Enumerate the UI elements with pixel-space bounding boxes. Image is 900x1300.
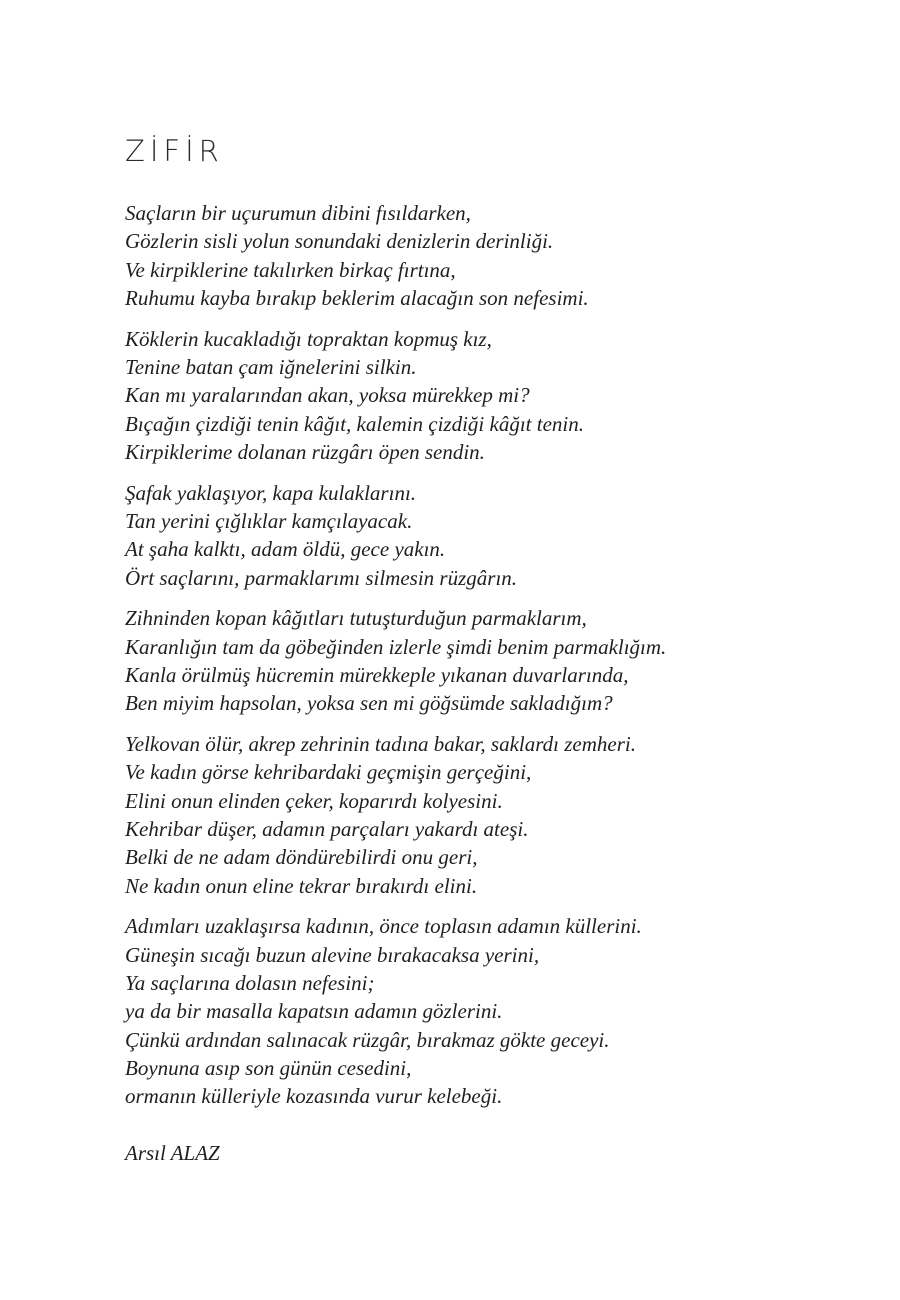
poem-line: Ve kadın görse kehribardaki geçmişin gerçeğini, — [125, 760, 532, 785]
poem-line: Kanla örülmüş hücremin mürekkeple yıkanan duvarlarında, — [125, 662, 629, 687]
poem-line: Boynuna asıp son günün cesedini, — [125, 1055, 412, 1080]
poem-line: ormanın külleriyle kozasında vurur kelebeği. — [125, 1084, 503, 1109]
poem-line: Belki de ne adam döndürebilirdi onu geri, — [125, 845, 478, 870]
poem-line: Yelkovan ölür, akrep zehrinin tadına bakar, saklardı zemheri. — [125, 732, 636, 757]
poem-line: Zihninden kopan kâğıtları tutuşturduğun parmaklarım, — [125, 606, 587, 631]
poem-line: At şaha kalktı, adam öldü, gece yakın. — [125, 537, 446, 562]
poem-body — [125, 199, 865, 1123]
stanza — [125, 604, 865, 717]
poem-line: Tan yerini çığlıklar kamçılayacak. — [125, 508, 413, 533]
poem-line: Tenine batan çam iğnelerini silkin. — [125, 354, 417, 379]
poem-line: Ve kirpiklerine takılırken birkaç fırtına, — [125, 257, 456, 282]
author-signature: Arsıl ALAZ — [125, 1141, 220, 1165]
poem-line: Kehribar düşer, adamın parçaları yakardı ateşi. — [125, 816, 529, 841]
poem-line: Bıçağın çizdiği tenin kâğıt, kalemin çizdiği kâğıt tenin. — [125, 411, 584, 436]
stanza — [125, 730, 865, 900]
poem-title: ZİFİR — [125, 134, 224, 168]
poem-line: Kan mı yaralarından akan, yoksa mürekkep mi? — [125, 383, 530, 408]
poem-line: Köklerin kucakladığı topraktan kopmuş kız, — [125, 326, 492, 351]
stanza — [125, 325, 865, 466]
poem-line: Ört saçlarını, parmaklarımı silmesin rüzgârın. — [125, 565, 518, 590]
poem-line: Adımları uzaklaşırsa kadının, önce toplasın adamın küllerini. — [125, 914, 642, 939]
poem-line: Şafak yaklaşıyor, kapa kulaklarını. — [125, 480, 417, 505]
poem-line: Ya saçlarına dolasın nefesini; — [125, 970, 375, 995]
stanza — [125, 912, 865, 1110]
poem-line: Elini onun elinden çeker, koparırdı kolyesini. — [125, 788, 503, 813]
poem-line: Ben miyim hapsolan, yoksa sen mi göğsümde sakladığım? — [125, 691, 613, 716]
poem-line: Saçların bir uçurumun dibini fısıldarken, — [125, 201, 471, 225]
poem-line: Gözlerin sisli yolun sonundaki denizlerin derinliği. — [125, 229, 554, 254]
poem-line: Ruhumu kayba bırakıp beklerim alacağın son nefesimi. — [125, 285, 589, 310]
poem-line: Ne kadın onun eline tekrar bırakırdı elini. — [125, 873, 478, 898]
poem-line: Karanlığın tam da göbeğinden izlerle şimdi benim parmaklığım. — [125, 634, 667, 659]
poem-line: ya da bir masalla kapatsın adamın gözlerini. — [125, 999, 503, 1024]
stanza — [125, 479, 865, 592]
stanza — [125, 199, 865, 312]
poem-line: Güneşin sıcağı buzun alevine bırakacaksa yerini, — [125, 942, 540, 967]
poem-line: Çünkü ardından salınacak rüzgâr, bırakmaz gökte geceyi. — [125, 1027, 610, 1052]
poem-line: Kirpiklerime dolanan rüzgârı öpen sendin. — [125, 439, 485, 464]
